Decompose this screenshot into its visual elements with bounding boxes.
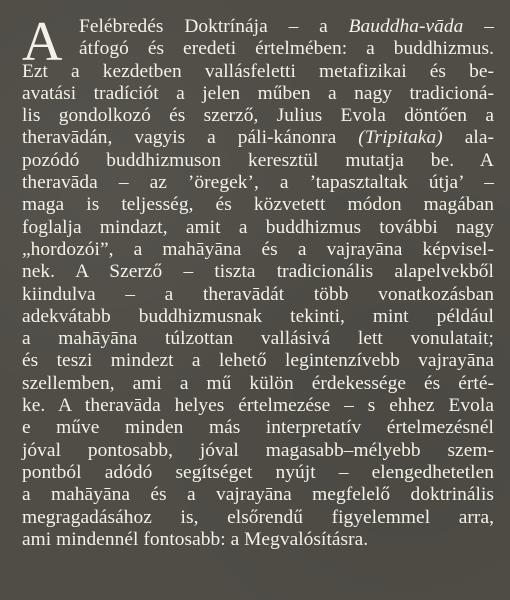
text-line-24: ami mindennél fontosabb: a Megvalósításra. [22,528,369,550]
drop-cap: A [22,11,63,73]
text-line-4: avatási tradíciót a jelen műben a nagy tradicioná- [22,82,494,104]
text-line-21: pontból adódó segítséget nyújt – elengedhetetlen [22,461,494,483]
italic-term: (Tripitaka) [358,127,443,149]
text-line-17: szellemben, ami a mű külön érdekessége és érté- [22,372,494,394]
text-line-15: a mahāyāna túlzottan vallásivá lett vonulatait; [22,328,494,350]
text-line-20: jóval pontosabb, jóval magasabb–mélyebb szem- [22,439,494,461]
text-line-11: „hordozói”, a mahāyāna és a vajrayāna képvisel- [22,238,494,260]
italic-term: Bauddha-vāda [348,16,464,37]
text-line-7: pozódó buddhizmuson keresztül mutatja be. A [22,149,494,171]
text-line-19: e műve minden más interpretatív értelmezésnél [22,417,494,439]
body-paragraph [22,11,494,551]
text-line-18: ke. A theravāda helyes értelmezése – s ehhez Evola [22,395,494,417]
text-line-1: Felébredés Doktrínája – a Bauddha-vāda – [79,16,494,37]
text-line-8: theravāda – az ’öregek’, a ’tapasztaltak útja’ – [22,172,494,194]
text-line-6: theravādán, vagyis a páli-kánonra (Tripitaka) ala- [22,127,494,149]
text-line-2: átfogó és eredeti értelmében: a buddhizmus. [79,38,494,60]
text-line-12: nek. A Szerző – tiszta tradicionális alapelvekből [22,261,494,283]
text-line-3: Ezt a kezdetben vallásfeletti metafizikai és be- [22,60,494,82]
text-line-23: megragadásához is, elsőrendű figyelemmel arra, [22,506,494,528]
text-line-10: foglalja mindazt, amit a buddhizmus további nagy [22,216,494,238]
text-line-13: kiindulva – a theravādát több vonatkozásban [22,283,494,305]
text-line-14: adekvátabb buddhizmusnak tekinti, mint például [22,305,494,327]
text-line-5: lis gondolkozó és szerző, Julius Evola döntően a [22,105,494,127]
text-line-16: és teszi mindezt a lehető legintenzívebb vajrayāna [22,350,494,372]
text-line-9: maga is teljesség, és közvetett módon magában [22,194,494,216]
text-line-22: a mahāyāna és a vajrayāna megfelelő doktrinális [22,484,494,506]
